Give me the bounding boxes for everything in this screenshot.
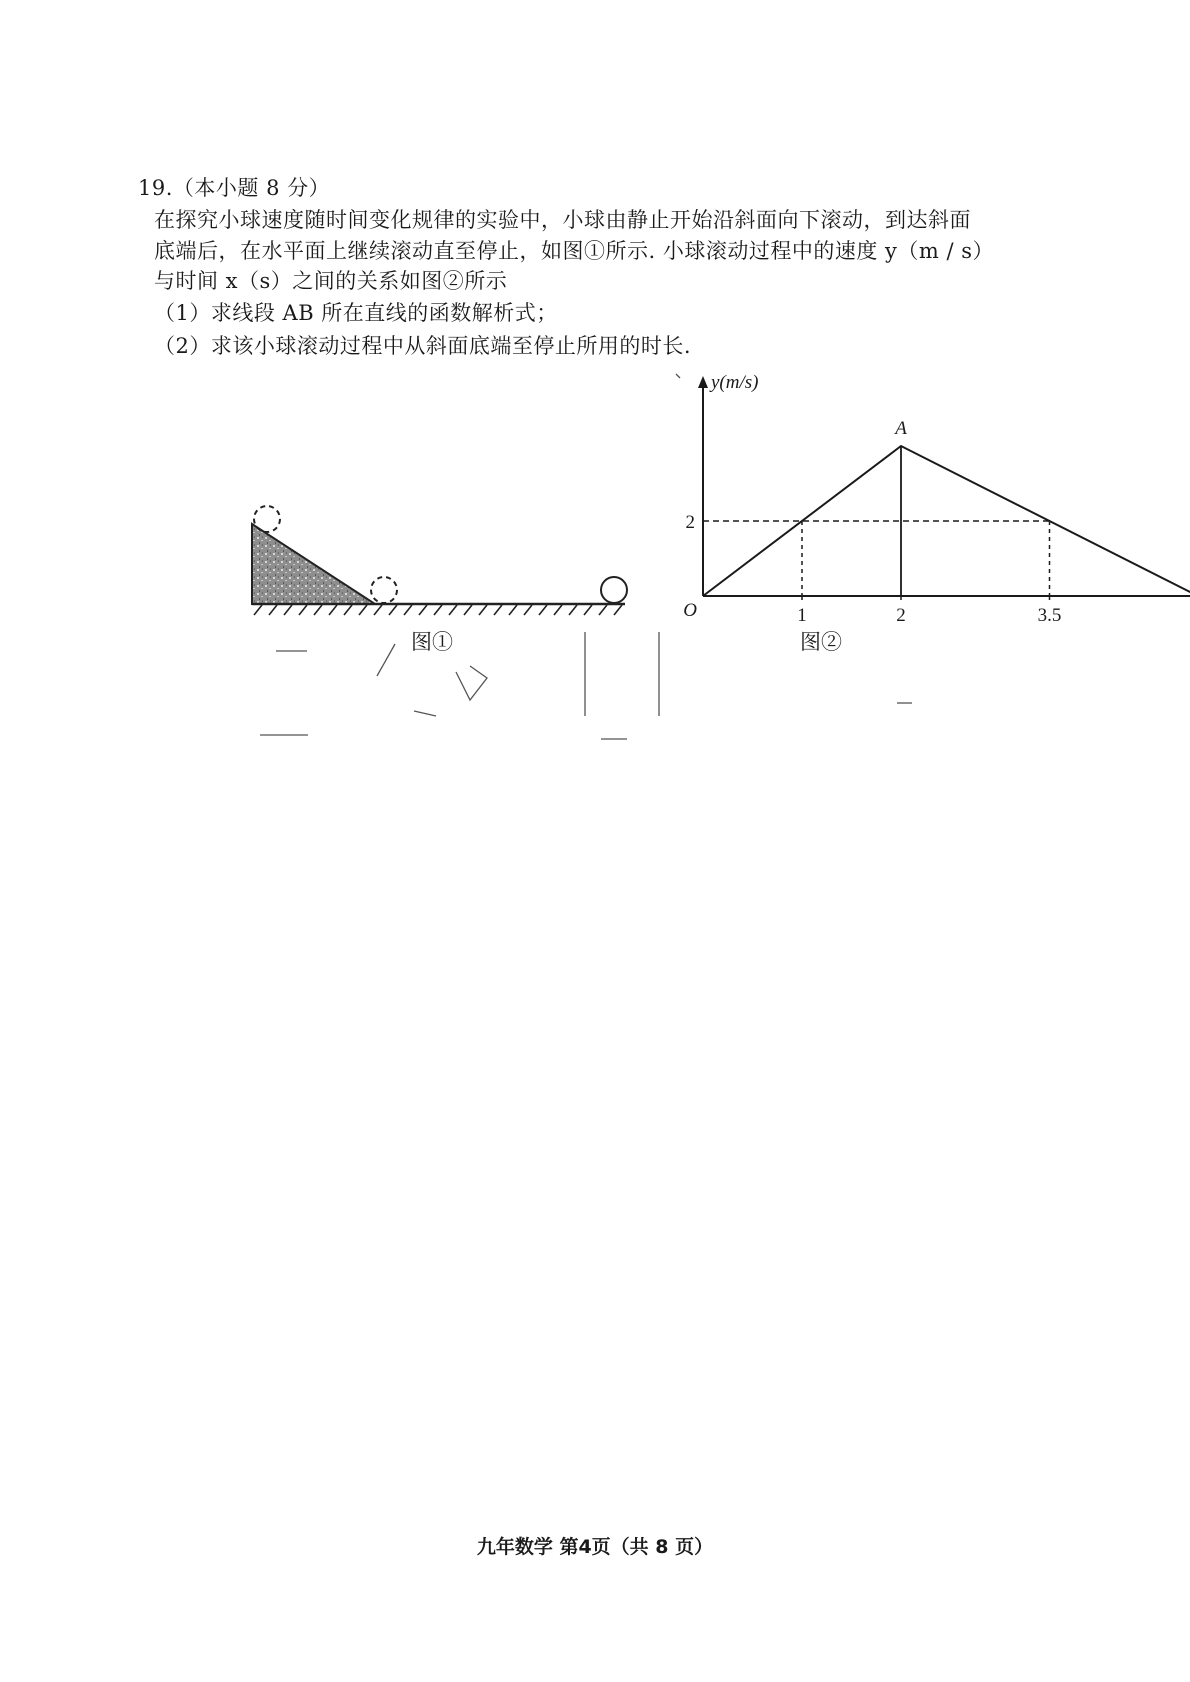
- question-text-line-2: 底端后，在水平面上继续滚动直至停止，如图①所示. 小球滚动过程中的速度 y（m / s）: [154, 239, 995, 263]
- origin-label: O: [683, 600, 697, 621]
- question-number: 19.（本小题 8 分）: [138, 176, 331, 200]
- x-tick-label-1: 1: [797, 605, 807, 626]
- point-label-A: A: [895, 418, 907, 439]
- y-axis-arrow: [698, 376, 708, 388]
- x-tick-label-2: 2: [896, 605, 906, 626]
- sub-question-2: （2）求该小球滚动过程中从斜面底端至停止所用的时长.: [154, 334, 692, 358]
- question-text-line-1: 在探究小球速度随时间变化规律的实验中，小球由静止开始沿斜面向下滚动，到达斜面: [154, 208, 971, 232]
- x-tick-label-3.5: 3.5: [1037, 605, 1062, 626]
- sub-question-1: （1）求线段 AB 所在直线的函数解析式；: [154, 301, 558, 325]
- y-axis-label: y(m/s): [711, 372, 759, 393]
- y-tick-label-2: 2: [685, 512, 695, 533]
- figure-2-caption: 图②: [800, 630, 842, 654]
- question-text-line-3: 与时间 x（s）之间的关系如图②所示: [154, 269, 508, 293]
- page-footer: 九年数学 第4页（共 8 页）: [476, 1536, 714, 1558]
- figure-1-caption: 图①: [411, 630, 453, 654]
